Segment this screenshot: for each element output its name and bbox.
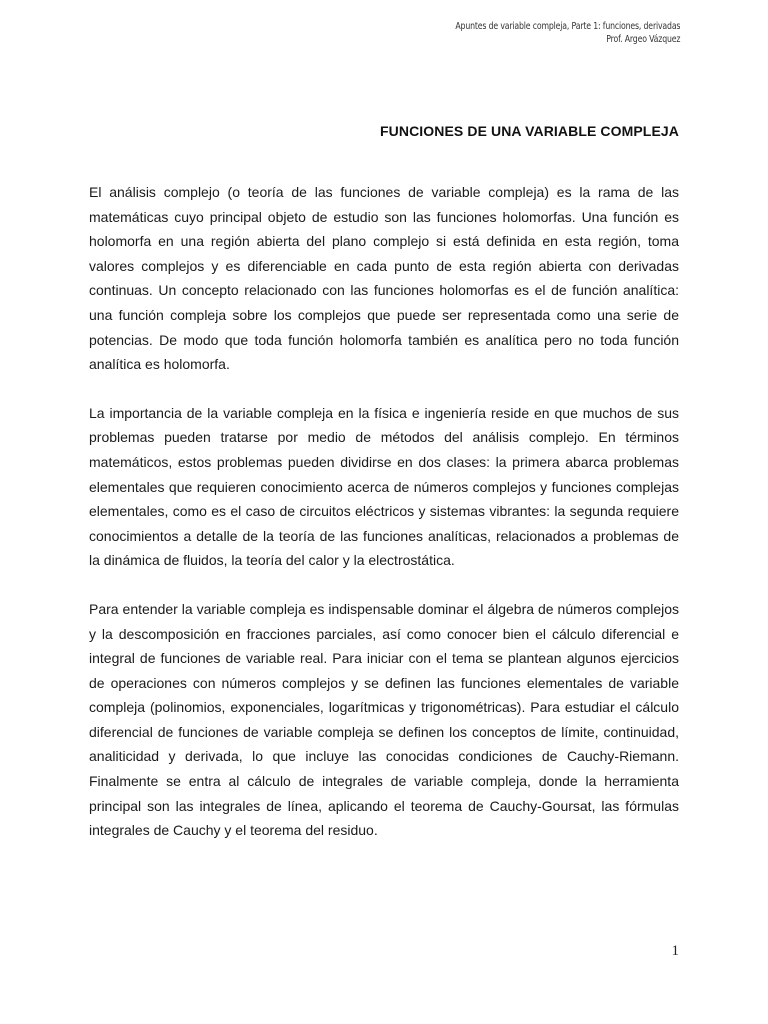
paragraph-3: Para entender la variable compleja es indispensable dominar el álgebra de números complejos y la descomposición en fracciones parciales, así como conocer bien el cálculo diferencial e integral de funciones de variable real. Para iniciar con el tema se plantean algunos ejercicios de operaciones con números complejos y se definen las funciones elementales de variable compleja (polinomios, exponenciales, logarítmicas y trigonométricas). Para estudiar el cálculo diferencial de funciones de variable compleja se definen los conceptos de límite, continuidad, analiticidad y derivada, lo que incluye las conocidas condiciones de Cauchy-Riemann. Finalmente se entra al cálculo de integrales de variable compleja, donde la herramienta principal son las integrales de línea, aplicando el teorema de Cauchy-Goursat, las fórmulas integrales de Cauchy y el teorema del residuo. xyxy=(89,600,679,839)
paragraph-1: El análisis complejo (o teoría de las funciones de variable compleja) es la rama de las matemáticas cuyo principal objeto de estudio son las funciones holomorfas. Una función es holomorfa en una región abierta del plano complejo si está definida en esta región, toma valores complejos y es diferenciable en cada punto de esta región abierta con derivadas continuas. Un concepto relacionado con las funciones holomorfas es el de función analítica: una función compleja sobre los complejos que puede ser representada como una serie de potencias. De modo que toda función holomorfa también es analítica pero no toda función analítica es holomorfa. xyxy=(89,184,679,373)
header-course-title: Apuntes de variable compleja, Parte 1: funciones, derivadas xyxy=(455,21,680,32)
page-title: FUNCIONES DE UNA VARIABLE COMPLEJA xyxy=(380,123,679,139)
paragraph-2: La importancia de la variable compleja en la física e ingeniería reside en que muchos de sus problemas pueden tratarse por medio de métodos del análisis complejo. En términos matemáticos, estos problemas pueden dividirse en dos clases: la primera abarca problemas elementales que requieren conocimiento acerca de números complejos y funciones complejas elementales, como es el caso de circuitos eléctricos y sistemas vibrantes: la segunda requiere conocimientos a detalle de la teoría de las funciones analíticas, relacionados a problemas de la dinámica de fluidos, la teoría del calor y la electrostática. xyxy=(89,404,679,569)
document-body xyxy=(89,180,679,867)
running-header xyxy=(455,20,680,46)
page-number: 1 xyxy=(671,943,679,959)
header-author: Prof. Argeo Vázquez xyxy=(605,34,680,45)
